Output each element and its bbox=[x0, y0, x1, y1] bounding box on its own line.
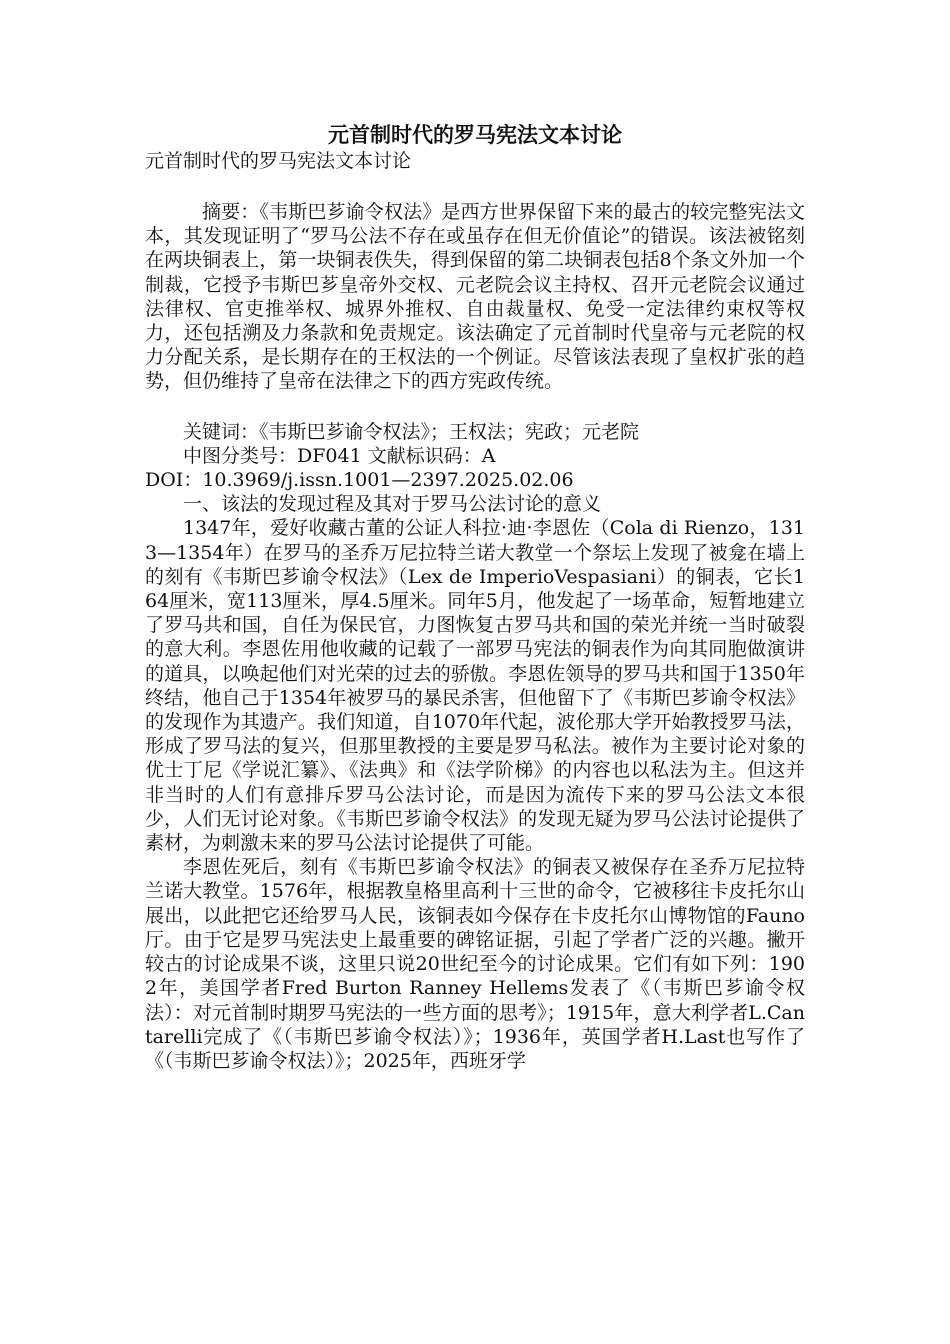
page-subtitle: 元首制时代的罗马宪法文本讨论 bbox=[145, 150, 412, 172]
document-body bbox=[145, 122, 805, 1073]
body-paragraph-2: 李恩佐死后，刻有《韦斯巴芗谕令权法》的铜表又被保存在圣乔万尼拉特兰诺大教堂。1576年，根据教皇格里高利十三世的命令，它被移往卡皮托尔山展出，以此把它还给罗马人民，该铜表如今保存在卡皮托尔山博物馆的Fauno厅。由于它是罗马宪法史上最重要的碑铭证据，引起了学者广泛的兴趣。撇开较古的讨论成果不谈，这里只说20世纪至今的讨论成果。它们有如下列：1902年，美国学者Fred Burton Ranney Hellems发表了《（韦斯巴芗谕令权法）：对元首制时期罗马宪法的一些方面的思考》；1915年，意大利学者L.Cantarelli完成了《（韦斯巴芗谕令权法）》；1936年，英国学者H.Last也写作了《（韦斯巴芗谕令权法）》；2025年，西班牙学 bbox=[145, 856, 805, 1072]
spacer bbox=[145, 174, 805, 200]
body-paragraph-1: 1347年，爱好收藏古董的公证人科拉·迪·李恩佐（Cola di Rienzo，1313—1354年）在罗马的圣乔万尼拉特兰诺大教堂一个祭坛上发现了被龛在墙上的刻有《韦斯巴芗谕令权法》（Lex de ImperioVespasiani）的铜表，它长164厘米，宽113厘米，厚4.5厘米。同年5月，他发起了一场革命，短暂地建立了罗马共和国，自任为保民官，力图恢复古罗马共和国的荣光并统一当时破裂的意大利。李恩佐用他收藏的记载了一部罗马宪法的铜表作为向其同胞做演讲的道具，以唤起他们对光荣的过去的骄傲。李恩佐领导的罗马共和国于1350年终结，他自己于1354年被罗马的暴民杀害，但他留下了《韦斯巴芗谕令权法》的发现作为其遗产。我们知道，自1070年代起，波伦那大学开始教授罗马法，形成了罗马法的复兴，但那里教授的主要是罗马私法。被作为主要讨论对象的优士丁尼《学说汇纂》、《法典》和《法学阶梯》的内容也以私法为主。但这并非当时的人们有意排斥罗马公法讨论，而是因为流传下来的罗马公法文本很少，人们无讨论对象。《韦斯巴芗谕令权法》的发现无疑为罗马公法讨论提供了素材，为刺激未来的罗马公法讨论提供了可能。 bbox=[145, 517, 805, 855]
spacer bbox=[145, 394, 805, 420]
keywords-line: 关键词：《韦斯巴芗谕令权法》；王权法；宪政；元老院 bbox=[183, 420, 640, 443]
section-heading: 一、该法的发现过程及其对于罗马公法讨论的意义 bbox=[183, 493, 602, 516]
abstract-paragraph: 摘要：《韦斯巴芗谕令权法》是西方世界保留下来的最古的较完整宪法文本，其发现证明了“罗马公法不存在或虽存在但无价值论”的错误。该法被铭刻在两块铜表上，第一块铜表佚失，得到保留的第二块铜表包括8个条文外加一个制裁，它授予韦斯巴芗皇帝外交权、元老院会议主持权、召开元老院会议通过法律权、官吏推举权、城界外推权、自由裁量权、免受一定法律约束权等权力，还包括溯及力条款和免责规定。该法确定了元首制时代皇帝与元老院的权力分配关系，是长期存在的王权法的一个例证。尽管该法表现了皇权扩张的趋势，但仍维持了皇帝在法律之下的西方宪政传统。 bbox=[145, 201, 805, 393]
doi-line: DOI：10.3969/j.issn.1001—2397.2025.02.06 bbox=[145, 469, 574, 492]
classification-line: 中图分类号：DF041 文献标识码：A bbox=[183, 444, 496, 467]
page-title: 元首制时代的罗马宪法文本讨论 bbox=[328, 122, 622, 147]
